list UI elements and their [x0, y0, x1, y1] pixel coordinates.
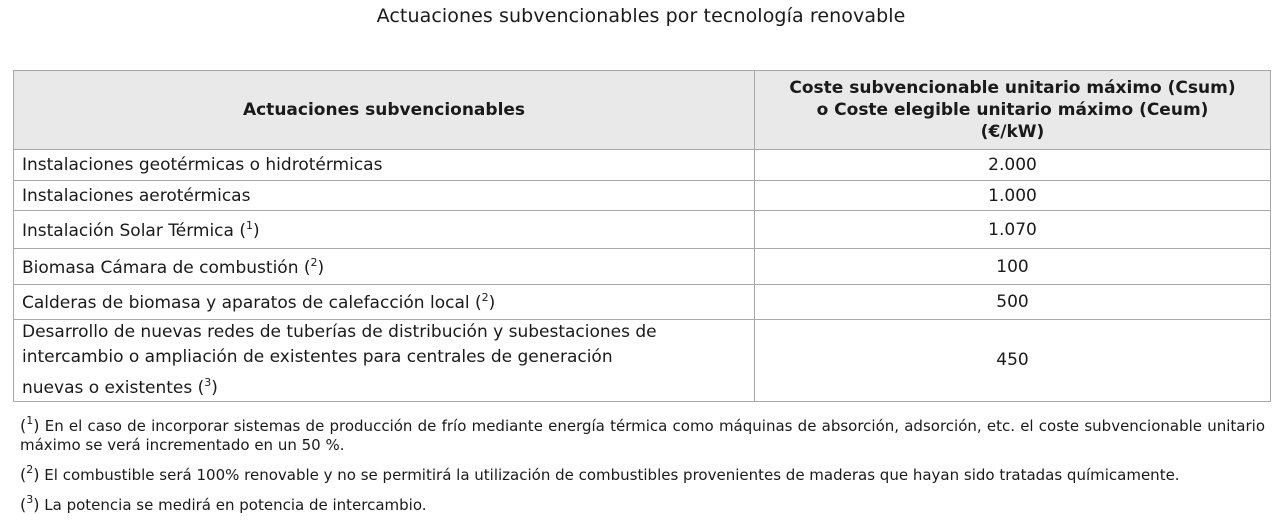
row-label: Instalación Solar Térmica (	[22, 220, 246, 241]
footnotes	[20, 411, 1265, 520]
footnote-marker-number: 2	[26, 463, 34, 476]
column-header-actuaciones: Actuaciones subvencionables	[14, 71, 755, 150]
table-row	[14, 285, 1271, 320]
table-row	[14, 249, 1271, 285]
row-value: 100	[755, 249, 1271, 285]
row-label: Instalaciones aerotérmicas	[14, 181, 755, 211]
column-header-coste-line2: o Coste elegible unitario máximo (Ceum)	[816, 100, 1209, 120]
footnote-marker: ($^3$)	[20, 493, 40, 514]
table-row	[14, 181, 1271, 211]
table-header-row	[14, 71, 1271, 150]
row-label-cell: Calderas de biomasa y aparatos de calefacción local ($^2$)	[14, 285, 755, 320]
footnote-ref: 1	[245, 218, 253, 232]
row-label-line-last: nuevas o existentes ($^3$)	[22, 376, 218, 398]
column-header-coste-unit: (€/kW)	[980, 122, 1045, 142]
row-label-cell: Instalación Solar Térmica ($^1$)	[14, 211, 755, 249]
subsidy-table	[13, 70, 1271, 402]
footnote-marker: ($^1$)	[20, 414, 40, 435]
footnote-marker-number: 3	[26, 493, 34, 506]
table-row	[14, 320, 1271, 402]
row-value: 500	[755, 285, 1271, 320]
footnote-ref: 3	[204, 376, 212, 389]
row-value: 2.000	[755, 150, 1271, 181]
column-header-coste	[755, 71, 1271, 150]
row-value: 1.070	[755, 211, 1271, 249]
page-title: Actuaciones subvencionables por tecnología renovable	[376, 5, 906, 27]
footnote-marker: ($^2$)	[20, 463, 40, 484]
row-value: 450	[755, 320, 1271, 402]
footnote	[20, 460, 1265, 485]
row-label: Biomasa Cámara de combustión (	[22, 257, 311, 278]
row-label: Instalaciones geotérmicas o hidrotérmicas	[14, 150, 755, 181]
footnote	[20, 490, 1265, 515]
footnote-ref: 2	[481, 291, 489, 304]
footnote-ref: 2	[310, 255, 318, 269]
table-row	[14, 150, 1271, 181]
column-header-coste-line1: Coste subvencionable unitario máximo (Csum)	[789, 78, 1236, 98]
footnote-marker-number: 1	[26, 414, 34, 427]
row-label-line: intercambio o ampliación de existentes para centrales de generación	[22, 347, 613, 367]
footnote-text: En el caso de incorporar sistemas de producción de frío mediante energía térmica como máquinas de absorción, adsorción, etc. el coste subvencionable unitario máximo se verá incrementado en un 50 %.	[20, 417, 1265, 454]
row-label-cell: Biomasa Cámara de combustión ($^2$)	[14, 249, 755, 285]
footnote-text: El combustible será 100% renovable y no se permitirá la utilización de combustibles provenientes de maderas que hayan sido tratadas químicamente.	[44, 466, 1180, 484]
row-label-line: Desarrollo de nuevas redes de tuberías de distribución y subestaciones de	[22, 322, 657, 342]
row-label-cell	[14, 320, 755, 402]
footnote	[20, 411, 1265, 455]
row-label: Calderas de biomasa y aparatos de calefacción local (	[22, 293, 482, 313]
row-value: 1.000	[755, 181, 1271, 211]
row-label-line: nuevas o existentes (	[22, 378, 205, 398]
table-row	[14, 211, 1271, 249]
footnote-text: La potencia se medirá en potencia de intercambio.	[44, 496, 427, 514]
